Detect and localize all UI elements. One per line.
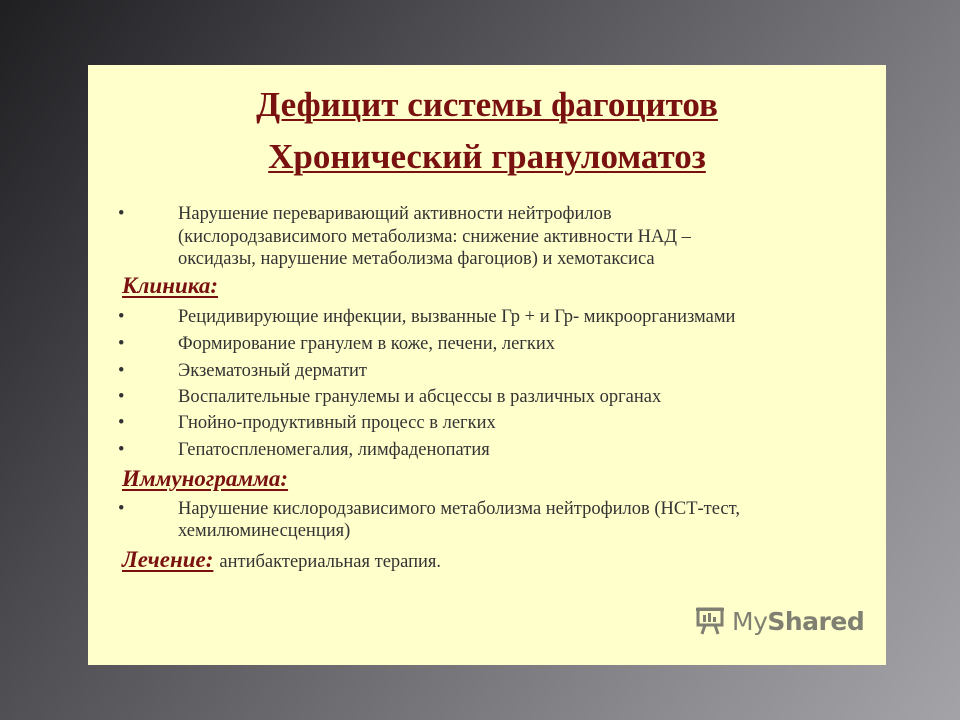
- treatment-heading: Лечение:: [122, 547, 214, 572]
- treatment-text: антибактериальная терапия.: [219, 552, 442, 572]
- immunogram-heading: Иммунограмма:: [122, 466, 289, 491]
- bullet-icon: •: [118, 204, 125, 224]
- slide-title: Дефицит системы фагоцитов: [256, 85, 718, 124]
- clinic-heading: Клиника:: [122, 273, 218, 298]
- bullet-icon: •: [118, 499, 125, 519]
- bullet-icon: •: [118, 387, 125, 407]
- intro-line-1: Нарушение переваривающий активности нейтрофилов: [178, 204, 612, 224]
- intro-line-3: оксидазы, нарушение метаболизма фагоциов) и хемотаксиса: [178, 249, 655, 269]
- clinic-item: Экзематозный дерматит: [178, 361, 368, 381]
- watermark-brand-shared: Shared: [767, 606, 865, 636]
- bullet-icon: •: [118, 307, 125, 327]
- clinic-item: Гепатоспленомегалия, лимфаденопатия: [178, 440, 490, 460]
- bullet-icon: •: [118, 413, 125, 433]
- treatment-row: [122, 547, 441, 573]
- clinic-item: Гнойно-продуктивный процесс в легких: [178, 413, 496, 433]
- clinic-item: Формирование гранулем в коже, печени, легких: [178, 334, 556, 354]
- clinic-item: Рецидивирующие инфекции, вызванные Гр + и Гр- микроорганизмами: [178, 307, 736, 327]
- watermark-brand-my: My: [732, 606, 768, 636]
- slide-subtitle: Хронический грануломатоз: [268, 137, 706, 176]
- bullet-icon: •: [118, 334, 125, 354]
- intro-line-2: (кислородзависимого метаболизма: снижение активности НАД –: [178, 227, 691, 247]
- clinic-item: Воспалительные гранулемы и абсцессы в различных органах: [178, 387, 662, 407]
- immunogram-line-1: Нарушение кислородзависимого метаболизма нейтрофилов (НСТ-тест,: [178, 499, 740, 519]
- immunogram-line-2: хемилюминесценция): [178, 521, 351, 541]
- watermark-brand: [732, 607, 864, 636]
- bullet-icon: •: [118, 361, 125, 381]
- slide: [88, 65, 886, 665]
- myshared-watermark: [695, 603, 864, 639]
- bullet-icon: •: [118, 440, 125, 460]
- presentation-board-icon: [695, 606, 725, 636]
